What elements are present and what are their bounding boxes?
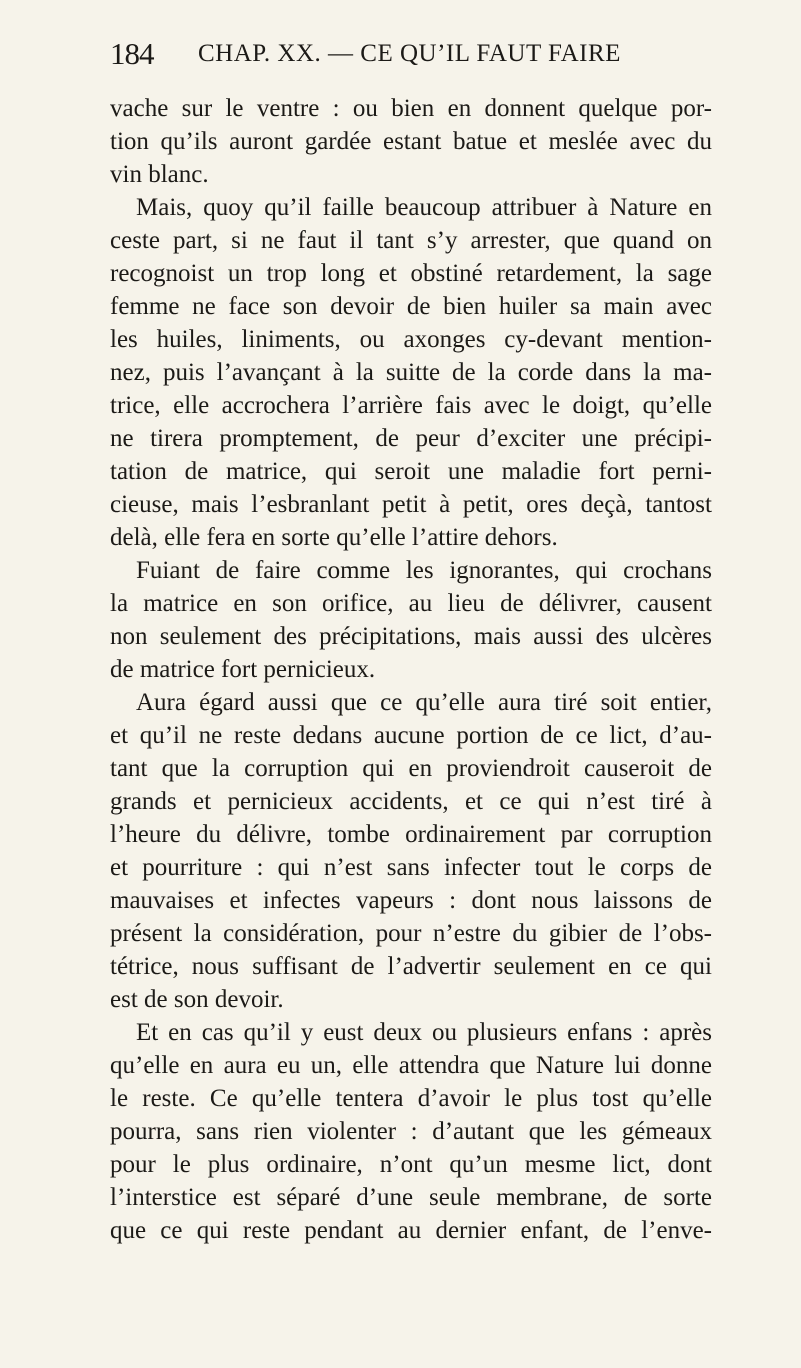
page-number: 184 xyxy=(110,36,154,71)
text-line: vache sur le ventre : ou bien en donnent quelque por- xyxy=(110,95,712,122)
text-line: recognoist un trop long et obstiné retardement, la sage xyxy=(110,260,712,287)
text-line: ceste part, si ne faut il tant s’y arrester, que quand on xyxy=(110,227,712,254)
text-line: trice, elle accrochera l’arrière fais avec le doigt, qu’elle xyxy=(110,392,712,419)
text-line: tant que la corruption qui en proviendroit causeroit de xyxy=(110,755,712,782)
running-head: CHAP. XX. — CE QU’IL FAUT FAIRE xyxy=(198,40,621,67)
text-line: et pourriture : qui n’est sans infecter tout le corps de xyxy=(110,854,712,881)
text-line: femme ne face son devoir de bien huiler sa main avec xyxy=(110,293,712,320)
text-line: delà, elle fera en sorte qu’elle l’attire dehors. xyxy=(110,524,558,551)
text-line: la matrice en son orifice, au lieu de délivrer, causent xyxy=(110,590,712,617)
text-line: et qu’il ne reste dedans aucune portion de ce lict, d’au- xyxy=(110,722,712,749)
text-line: Et en cas qu’il y eust deux ou plusieurs enfans : après xyxy=(136,1019,712,1046)
text-line: présent la considération, pour n’estre du gibier de l’obs- xyxy=(110,920,712,947)
text-line: mauvaises et infectes vapeurs : dont nous laissons de xyxy=(110,887,712,914)
text-line: nez, puis l’avançant à la suitte de la corde dans la ma- xyxy=(110,359,712,386)
text-line: est de son devoir. xyxy=(110,986,284,1013)
text-line: le reste. Ce qu’elle tentera d’avoir le plus tost qu’elle xyxy=(110,1085,712,1112)
text-line: pour le plus ordinaire, n’ont qu’un mesme lict, dont xyxy=(110,1151,712,1178)
text-line: Mais, quoy qu’il faille beaucoup attribuer à Nature en xyxy=(136,194,712,221)
text-line: que ce qui reste pendant au dernier enfant, de l’enve- xyxy=(110,1217,712,1244)
text-line: l’heure du délivre, tombe ordinairement par corruption xyxy=(110,821,712,848)
text-line: ne tirera promptement, de peur d’exciter une précipi- xyxy=(110,425,712,452)
text-line: tétrice, nous suffisant de l’advertir seulement en ce qui xyxy=(110,953,712,980)
page-header xyxy=(110,36,710,78)
text-line: vin blanc. xyxy=(110,161,209,188)
text-line: grands et pernicieux accidents, et ce qui n’est tiré à xyxy=(110,788,712,815)
text-line: pourra, sans rien violenter : d’autant que les gémeaux xyxy=(110,1118,712,1145)
text-line: qu’elle en aura eu un, elle attendra que Nature lui donne xyxy=(110,1052,712,1079)
text-line: Fuiant de faire comme les ignorantes, qui crochans xyxy=(136,557,712,584)
body-text xyxy=(110,92,712,1247)
text-line: Aura égard aussi que ce qu’elle aura tiré soit entier, xyxy=(136,689,712,716)
text-line: tion qu’ils auront gardée estant batue et meslée avec du xyxy=(110,128,712,155)
text-line: l’interstice est séparé d’une seule membrane, de sorte xyxy=(110,1184,712,1211)
text-line: cieuse, mais l’esbranlant petit à petit, ores deçà, tantost xyxy=(110,491,712,518)
text-line: les huiles, liniments, ou axonges cy-devant mention- xyxy=(110,326,712,353)
text-line: de matrice fort pernicieux. xyxy=(110,656,376,683)
text-line: tation de matrice, qui seroit une maladie fort perni- xyxy=(110,458,712,485)
text-line: non seulement des précipitations, mais aussi des ulcères xyxy=(110,623,712,650)
